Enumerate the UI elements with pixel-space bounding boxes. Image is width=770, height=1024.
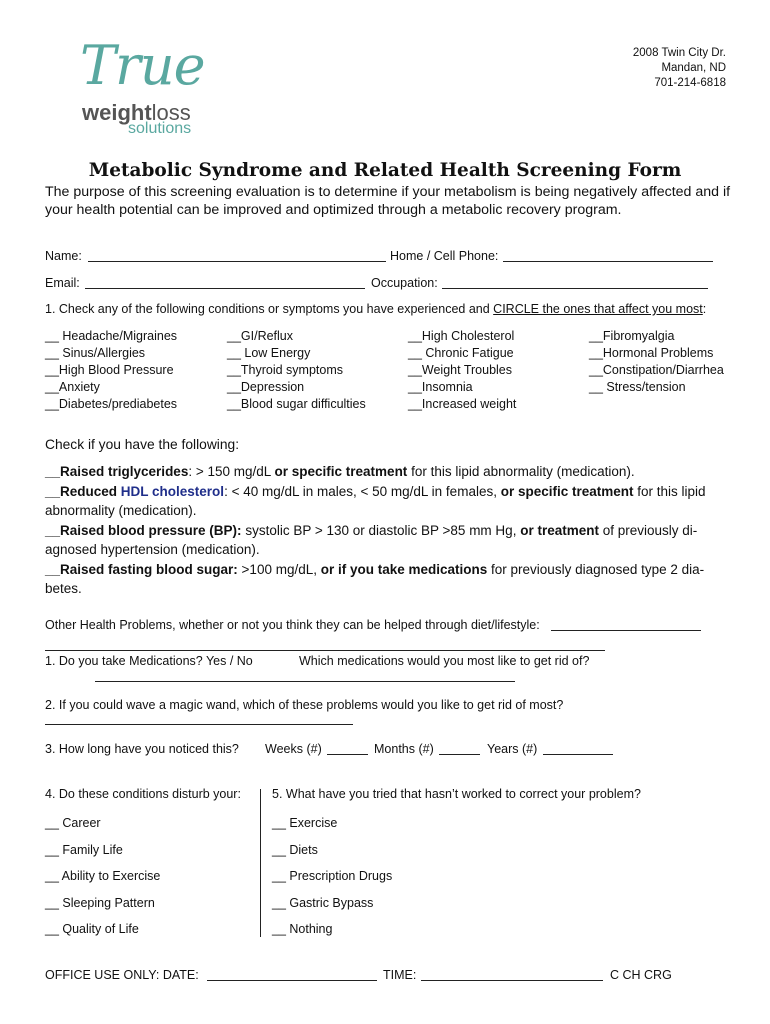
check-triglycerides[interactable]: __Raised triglycerides: > 150 mg/dL or specific treatment for this lipid abnormality (medication). xyxy=(45,464,635,479)
q5-item-drugs[interactable]: __ Prescription Drugs xyxy=(272,869,393,883)
q4-list xyxy=(45,810,160,943)
months-field[interactable] xyxy=(439,754,480,755)
check-bp-cont: agnosed hypertension (medication). xyxy=(45,542,260,557)
address-line-1: 2008 Twin City Dr. xyxy=(632,47,726,59)
condition-item[interactable]: __Diabetes/prediabetes xyxy=(45,397,178,411)
email-label: Email: xyxy=(45,276,80,290)
office-date-label: OFFICE USE ONLY: DATE: xyxy=(45,968,199,982)
phone-label: Home / Cell Phone: xyxy=(390,249,499,263)
other-health-field-2[interactable] xyxy=(45,650,605,651)
q5-item-exercise[interactable]: __ Exercise xyxy=(272,816,338,830)
phone-field[interactable] xyxy=(503,261,713,262)
q5-item-nothing[interactable]: __ Nothing xyxy=(272,922,333,936)
check-blood-pressure[interactable]: __Raised blood pressure (BP): systolic BP > 130 or diastolic BP >85 mm Hg, or treatment of previously di- xyxy=(45,522,698,538)
condition-item[interactable]: __Hormonal Problems xyxy=(589,346,714,360)
q4-item-family[interactable]: __ Family Life xyxy=(45,842,123,857)
condition-item[interactable]: __High Cholesterol xyxy=(408,329,515,343)
q3-question: 3. How long have you noticed this? xyxy=(45,742,239,756)
q4-question: 4. Do these conditions disturb your: xyxy=(45,787,241,801)
email-field[interactable] xyxy=(85,288,365,289)
weeks-label: Weeks (#) xyxy=(265,742,322,756)
q5-item-bypass[interactable]: __ Gastric Bypass xyxy=(272,895,374,910)
condition-item[interactable]: __GI/Reflux xyxy=(227,329,294,343)
meds-question: 1. Do you take Medications? Yes / No xyxy=(45,654,253,668)
condition-item[interactable]: __ Sinus/Allergies xyxy=(45,346,146,360)
check-heading: Check if you have the following: xyxy=(45,437,240,452)
office-time-label: TIME: xyxy=(383,968,417,982)
condition-item[interactable]: __Anxiety xyxy=(45,380,100,394)
q2-field[interactable] xyxy=(45,724,353,725)
meds-which: Which medications would you most like to get rid of? xyxy=(299,654,590,668)
q5-list xyxy=(272,810,392,943)
condition-item[interactable]: __ Low Energy xyxy=(227,346,311,360)
check-blood-sugar[interactable]: __Raised fasting blood sugar: >100 mg/dL, or if you take medications for previously diagnosed type 2 dia- xyxy=(45,561,705,577)
column-divider xyxy=(260,789,261,937)
conditions-col-4 xyxy=(589,328,724,396)
months-label: Months (#) xyxy=(374,742,434,756)
name-label: Name: xyxy=(45,249,82,263)
condition-item[interactable]: __Weight Troubles xyxy=(408,363,512,377)
address-line-2: Mandan, ND xyxy=(661,62,726,74)
condition-item[interactable]: __Insomnia xyxy=(408,380,473,394)
q2-question: 2. If you could wave a magic wand, which of these problems would you like to get rid of most? xyxy=(45,698,564,712)
other-health-label: Other Health Problems, whether or not you think they can be helped through diet/lifestyle: xyxy=(45,618,540,632)
form-title: Metabolic Syndrome and Related Health Screening Form xyxy=(88,160,682,181)
years-field[interactable] xyxy=(543,754,613,755)
other-health-field[interactable] xyxy=(551,630,701,631)
condition-item[interactable]: __Increased weight xyxy=(408,397,517,411)
q1-instructions: 1. Check any of the following conditions or symptoms you have experienced and CIRCLE the ones that affect you most: xyxy=(45,302,707,316)
office-date-field[interactable] xyxy=(207,980,377,981)
logo-true: True xyxy=(80,34,205,97)
conditions-col-1 xyxy=(45,328,177,413)
condition-item[interactable]: __Blood sugar difficulties xyxy=(227,397,366,411)
condition-item[interactable]: __Constipation/Diarrhea xyxy=(589,363,724,377)
conditions-col-2 xyxy=(227,328,366,413)
name-field[interactable] xyxy=(88,261,386,262)
condition-item[interactable]: __ Chronic Fatigue xyxy=(408,346,514,360)
q5-question: 5. What have you tried that hasn’t worked to correct your problem? xyxy=(272,787,641,801)
meds-field[interactable] xyxy=(95,681,515,682)
q5-item-diets[interactable]: __ Diets xyxy=(272,842,318,857)
condition-item[interactable]: __Depression xyxy=(227,380,305,394)
condition-item[interactable]: __High Blood Pressure xyxy=(45,363,174,377)
occupation-field[interactable] xyxy=(442,288,708,289)
years-label: Years (#) xyxy=(487,742,538,756)
occupation-label: Occupation: xyxy=(371,276,438,290)
check-hdl[interactable]: __Reduced HDL cholesterol: < 40 mg/dL in males, < 50 mg/dL in females, or specific treatment for this lipid xyxy=(45,483,706,499)
intro-text: The purpose of this screening evaluation is to determine if your metabolism is being negatively affected and if your health potential can be improved and optimized through a metabolic recovery program. xyxy=(45,184,731,218)
hdl-term: HDL cholesterol xyxy=(120,483,225,499)
condition-item[interactable]: __ Headache/Migraines xyxy=(45,329,178,343)
logo-solutions: solutions xyxy=(128,120,192,137)
condition-item[interactable]: __ Stress/tension xyxy=(589,380,686,394)
check-list xyxy=(45,462,735,599)
weeks-field[interactable] xyxy=(327,754,368,755)
logo-weight: weight xyxy=(82,100,152,125)
address-line-3: 701-214-6818 xyxy=(654,77,726,89)
address-block xyxy=(633,46,726,91)
office-codes: C CH CRG xyxy=(610,968,672,982)
q4-item-career[interactable]: __ Career xyxy=(45,816,101,830)
condition-item[interactable]: __Thyroid symptoms xyxy=(227,363,344,377)
q4-item-quality[interactable]: __ Quality of Life xyxy=(45,922,139,936)
office-time-field[interactable] xyxy=(421,980,603,981)
conditions-col-3 xyxy=(408,328,516,413)
q1-circle-instruction: CIRCLE the ones that affect you most xyxy=(493,302,703,316)
q4-item-exercise[interactable]: __ Ability to Exercise xyxy=(45,869,161,883)
condition-item[interactable]: __Fibromyalgia xyxy=(589,329,675,343)
check-hdl-cont: abnormality (medication). xyxy=(45,503,197,518)
logo-loss: loss xyxy=(151,100,191,125)
check-bs-cont: betes. xyxy=(45,581,82,596)
q4-item-sleep[interactable]: __ Sleeping Pattern xyxy=(45,895,155,910)
